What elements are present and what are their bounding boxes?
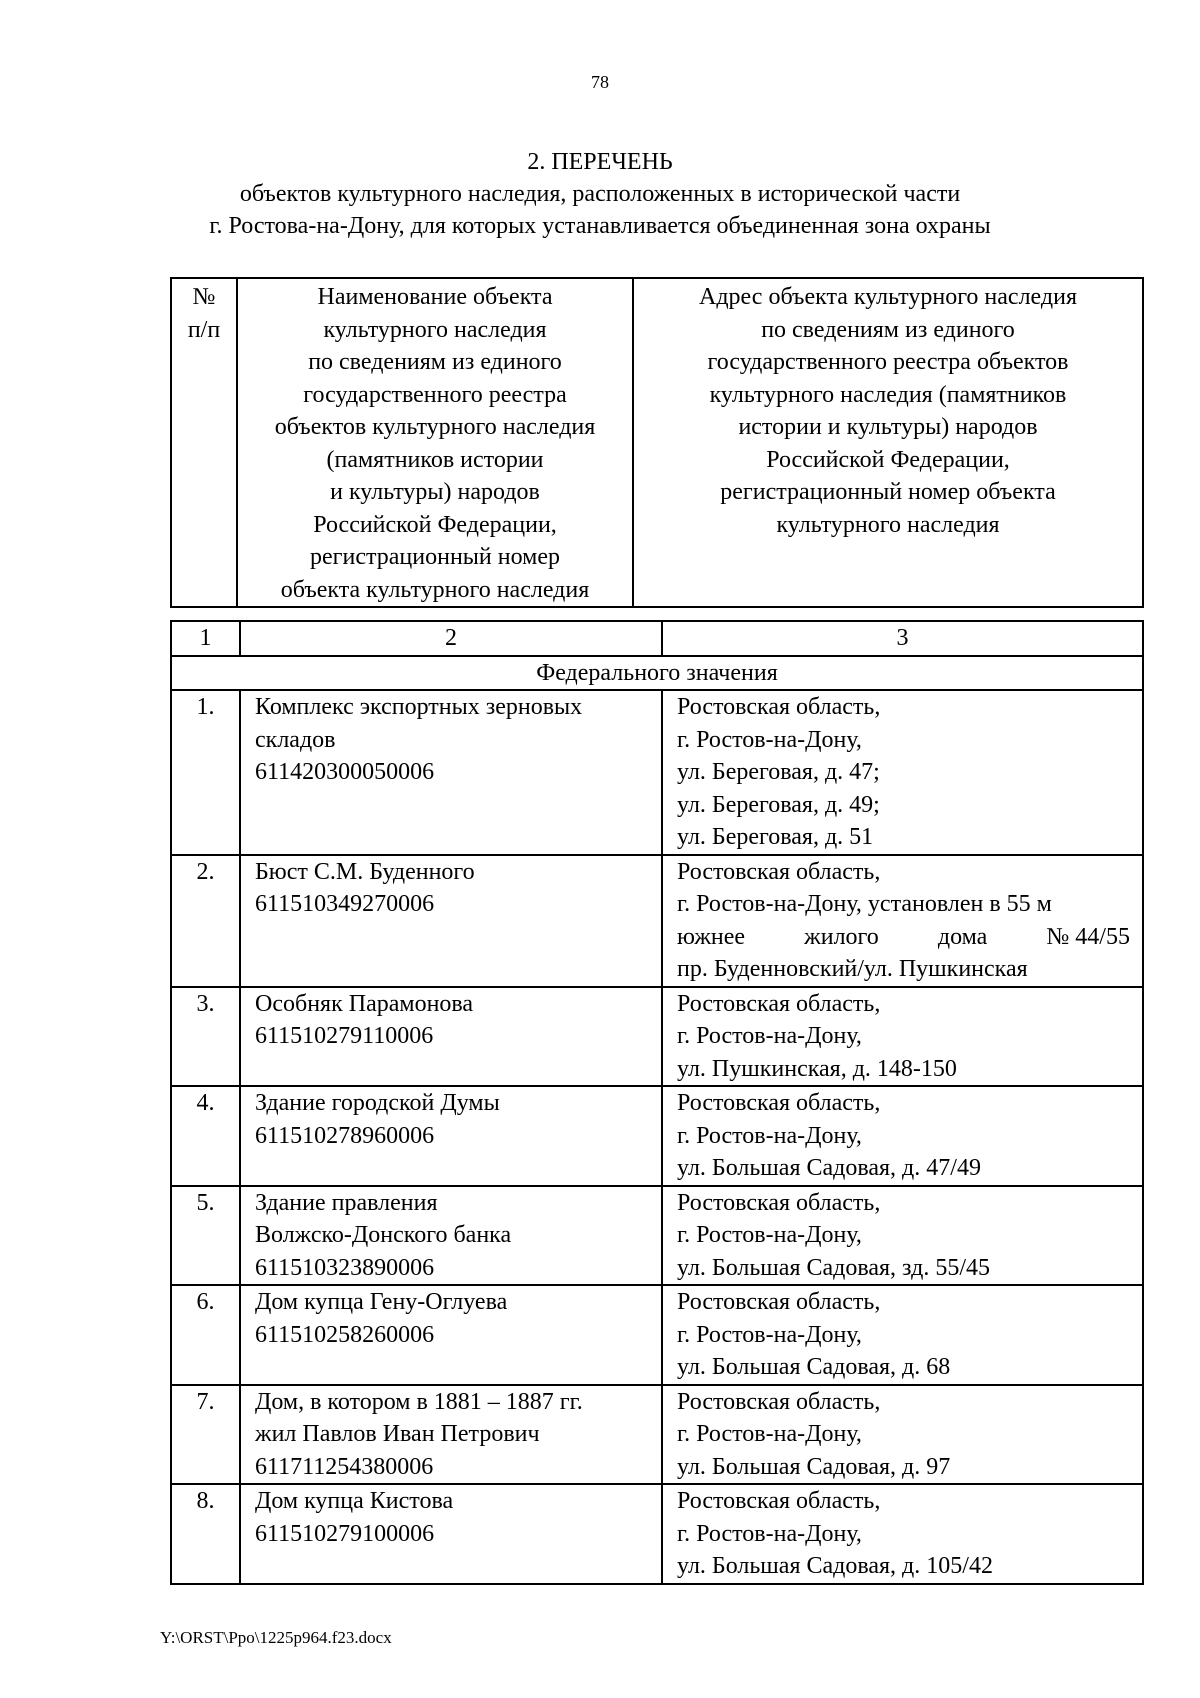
address-word: жилого: [804, 923, 879, 950]
header-text: государственного реестра объектов: [707, 349, 1069, 375]
object-address: [662, 1385, 1143, 1485]
table-row: [171, 1484, 1143, 1584]
address-line: ул. Большая Садовая, зд. 55/45: [677, 1254, 990, 1281]
document-title: [0, 146, 1200, 242]
address-line: ул. Береговая, д. 51: [677, 824, 874, 850]
header-row: [171, 278, 1143, 607]
header-text: Российской Федерации,: [766, 446, 1010, 473]
address-line: ул. Большая Садовая, д. 47/49: [677, 1155, 981, 1181]
name-line: Комплекс экспортных зерновых: [255, 694, 583, 720]
header-col-address: [633, 278, 1143, 607]
object-address: [662, 1086, 1143, 1186]
column-number-row: [171, 621, 1143, 656]
header-text: и культуры) народов: [330, 479, 540, 505]
registration-number: 611510349270006: [255, 891, 435, 917]
table-row: [171, 855, 1143, 987]
header-text: истории и культуры) народов: [738, 414, 1038, 440]
address-line: ул. Большая Садовая, д. 97: [677, 1453, 951, 1480]
header-col-number: [171, 278, 237, 607]
name-line: Особняк Парамонова: [255, 990, 474, 1017]
row-number: 8.: [171, 1484, 240, 1584]
title-line-2: г. Ростова-на-Дону, для которых устанавливается объединенная зона охраны: [209, 213, 991, 239]
header-text: п/п: [187, 316, 221, 343]
row-number: 3.: [171, 987, 240, 1087]
table-row: [171, 1385, 1143, 1485]
address-line: г. Ростов-на-Дону,: [677, 1421, 862, 1447]
address-line: г. Ростов-на-Дону,: [677, 1520, 862, 1547]
address-line: г. Ростов-на-Дону,: [677, 726, 862, 753]
column-number: 1: [171, 621, 240, 656]
section-row: [171, 656, 1143, 691]
registration-number: 611711254380006: [255, 1453, 434, 1480]
address-line: г. Ростов-на-Дону,: [677, 1122, 862, 1149]
address-line: ул. Береговая, д. 49;: [677, 791, 880, 818]
address-word: южнее: [677, 923, 746, 950]
row-number: 1.: [171, 690, 240, 855]
object-address: [662, 1484, 1143, 1584]
object-name: [240, 987, 662, 1087]
name-line: жил Павлов Иван Петрович: [255, 1421, 540, 1447]
address-line-justified: [677, 921, 1130, 954]
address-line: г. Ростов-на-Дону, установлен в 55 м: [677, 891, 1052, 917]
row-number: 6.: [171, 1285, 240, 1385]
object-address: [662, 987, 1143, 1087]
header-text: по сведениям из единого: [761, 316, 1015, 343]
title-line-1: объектов культурного наследия, расположенных в исторической части: [239, 181, 961, 207]
address-line: Ростовская область,: [677, 1289, 881, 1315]
header-text: государственного реестра: [303, 381, 567, 408]
address-line: Ростовская область,: [677, 990, 881, 1017]
registration-number: 611510279100006: [255, 1520, 435, 1547]
table-row: [171, 987, 1143, 1087]
row-number: 2.: [171, 855, 240, 987]
object-address: [662, 1285, 1143, 1385]
address-line: пр. Буденновский/ул. Пушкинская: [677, 956, 1028, 982]
address-line: ул. Большая Садовая, д. 68: [677, 1354, 951, 1380]
object-name: [240, 690, 662, 855]
object-name: [240, 1484, 662, 1584]
header-table: [170, 277, 1144, 608]
table-row: [171, 1285, 1143, 1385]
header-text: по сведениям из единого: [308, 349, 562, 375]
address-line: г. Ростов-на-Дону,: [677, 1222, 862, 1248]
header-text: культурного наследия (памятников: [709, 381, 1067, 408]
address-line: г. Ростов-на-Дону,: [677, 1023, 862, 1049]
table-row: [171, 1086, 1143, 1186]
row-number: 7.: [171, 1385, 240, 1485]
address-line: Ростовская область,: [677, 1388, 881, 1415]
section-label: Федерального значения: [171, 656, 1143, 691]
header-text: регистрационный номер объекта: [720, 479, 1056, 505]
table-row: [171, 690, 1143, 855]
object-name: [240, 1385, 662, 1485]
header-text: Адрес объекта культурного наследия: [699, 284, 1077, 310]
object-name: [240, 855, 662, 987]
registration-number: 611420300050006: [255, 759, 435, 785]
object-address: [662, 1186, 1143, 1286]
name-line: Дом купца Кистова: [255, 1488, 454, 1514]
registration-number: 611510323890006: [255, 1254, 435, 1281]
name-line: Здание правления: [255, 1189, 438, 1216]
name-line: складов: [255, 726, 336, 753]
row-number: 5.: [171, 1186, 240, 1286]
header-text: культурного наследия: [776, 511, 1000, 538]
address-line: г. Ростов-на-Дону,: [677, 1321, 862, 1348]
title-heading: 2. ПЕРЕЧЕНЬ: [527, 149, 673, 175]
registration-number: 611510279110006: [255, 1023, 434, 1049]
file-path-footer: Y:\ORST\Ppo\1225p964.f23.docx: [160, 1628, 392, 1647]
header-text: объекта культурного наследия: [280, 576, 590, 603]
registration-number: 611510278960006: [255, 1122, 435, 1149]
address-line: ул. Береговая, д. 47;: [677, 759, 880, 785]
object-address: [662, 690, 1143, 855]
object-name: [240, 1285, 662, 1385]
header-text: (памятников истории: [326, 446, 544, 473]
name-line: Дом, в котором в 1881 – 1887 гг.: [255, 1388, 583, 1415]
header-text: регистрационный номер: [310, 544, 560, 570]
header-text: №: [192, 284, 216, 310]
object-address: [662, 855, 1143, 987]
name-line: Волжско-Донского банка: [255, 1222, 512, 1248]
address-line: Ростовская область,: [677, 858, 881, 885]
address-word: № 44/55: [1046, 923, 1130, 950]
address-line: Ростовская область,: [677, 694, 881, 720]
name-line: Бюст С.М. Буденного: [255, 858, 475, 885]
address-line: Ростовская область,: [677, 1488, 881, 1514]
column-number: 3: [662, 621, 1143, 656]
header-col-name: [237, 278, 633, 607]
heritage-table: [170, 620, 1144, 1585]
name-line: Здание городской Думы: [255, 1090, 500, 1116]
header-text: Наименование объекта: [317, 284, 553, 310]
column-number: 2: [240, 621, 662, 656]
object-name: [240, 1086, 662, 1186]
address-line: Ростовская область,: [677, 1090, 881, 1116]
registration-number: 611510258260006: [255, 1321, 435, 1348]
address-word: дома: [937, 923, 988, 950]
address-line: ул. Большая Садовая, д. 105/42: [677, 1553, 993, 1579]
header-text: объектов культурного наследия: [274, 414, 596, 440]
address-line: ул. Пушкинская, д. 148-150: [677, 1055, 957, 1082]
address-line: Ростовская область,: [677, 1189, 881, 1216]
table-row: [171, 1186, 1143, 1286]
page-number: 78: [591, 72, 609, 92]
header-text: Российской Федерации,: [313, 511, 557, 538]
header-text: культурного наследия: [323, 316, 547, 343]
row-number: 4.: [171, 1086, 240, 1186]
object-name: [240, 1186, 662, 1286]
name-line: Дом купца Гену-Оглуева: [255, 1289, 508, 1315]
